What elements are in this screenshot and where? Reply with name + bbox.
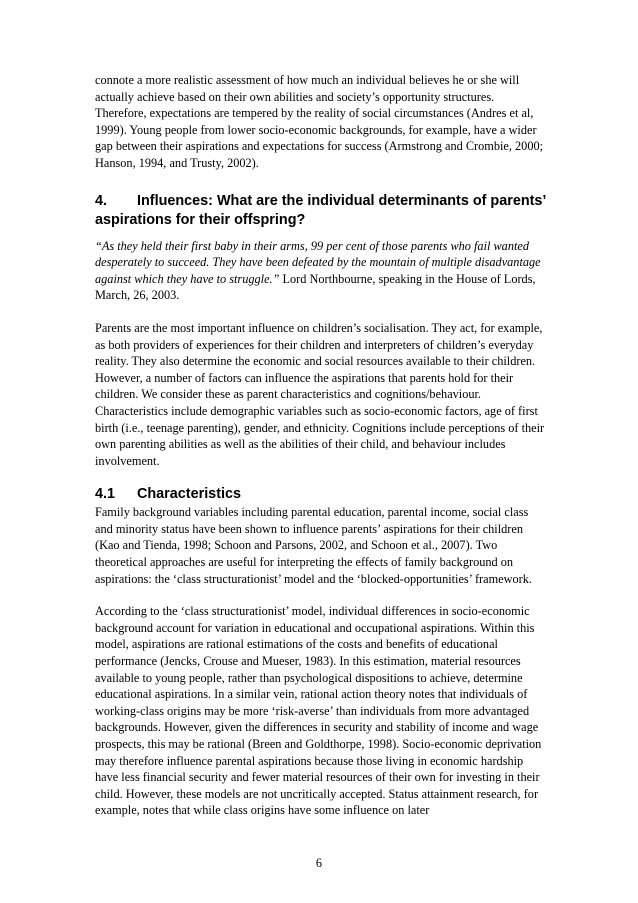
page-content <box>95 72 547 819</box>
page-number: 6 <box>315 856 323 870</box>
quote-text: “As they held their first baby in their arms, 99 per cent of those parents who fail wanted desperately to succeed. They have been defeated by the mountain of multiple disadvantage against which they have to struggle.” <box>95 238 541 286</box>
paragraph-expectations: connote a more realistic assessment of how much an individual believes he or she will actually achieve based on their own abilities and society’s opportunity structures. Therefore, expectations are tempered by the reality of social circumstances (Andres et al, 1999). Young people from lower socio-economic backgrounds, for example, have a wider gap between their aspirations and expectations for success (Armstrong and Crombie, 2000; Hanson, 1994, and Trusty, 2002). <box>95 73 544 170</box>
paragraph-family-background: Family background variables including parental education, parental income, social class and minority status have been shown to influence parents’ aspirations for their children (Kao and Tienda, 1998; Schoon and Parsons, 2002, and Schoon et al., 2007). Two theoretical approaches are useful for interpreting the effects of family background on aspirations: the ‘class structurationist’ model and the ‘blocked-opportunities’ framework. <box>95 505 532 586</box>
section-4-1-title: Characteristics <box>137 486 241 503</box>
section-4-heading <box>95 192 547 230</box>
section-4-number: 4. <box>95 192 108 209</box>
paragraph-parents-influence: Parents are the most important influence on children’s socialisation. They act, for example, as both providers of experiences for their children and interpreters of children’s everyday reality. They also determine the economic and social resources available to their children. However, a number of factors can influence the aspirations that parents hold for their children. We consider these as parent characteristics and cognitions/behaviour. Characteristics include demographic variables such as socio-economic factors, age of first birth (i.e., teenage parenting), gender, and ethnicity. Cognitions include perceptions of their own parenting abilities as well as the abilities of their child, and behaviour includes involvement. <box>95 320 545 468</box>
paragraph-class-structurationist: According to the ‘class structurationist’ model, individual differences in socio-economic background account for variation in educational and occupational aspirations. Within this model, aspirations are rational estimations of the costs and benefits of educational performance (Jencks, Crouse and Mueser, 1983). In this estimation, material resources available to young people, rather than psychological dispositions to achieve, determine educational aspirations. In a similar vein, rational action theory notes that individuals of working-class origins may be more ‘risk-averse’ than individuals from more advantaged backgrounds. However, given the differences in security and stability of income and wage prospects, this may be rational (Breen and Goldthorpe, 1998). Socio-economic deprivation may therefore influence parental aspirations because those living in economic hardship have less financial security and fewer material resources of their own for investing in their child. However, these models are not uncritically accepted. Status attainment research, for example, notes that while class origins have some influence on later <box>95 604 542 818</box>
section-4-1-heading <box>95 485 547 504</box>
section-4-title: Influences: What are the individual determinants of parents’ aspirations for their offspring? <box>95 192 546 228</box>
quote-block <box>95 238 547 304</box>
section-4-1-number: 4.1 <box>95 486 116 503</box>
quote-attribution: Lord Northbourne, speaking in the House of Lords, March, 26, 2003. <box>95 271 536 303</box>
